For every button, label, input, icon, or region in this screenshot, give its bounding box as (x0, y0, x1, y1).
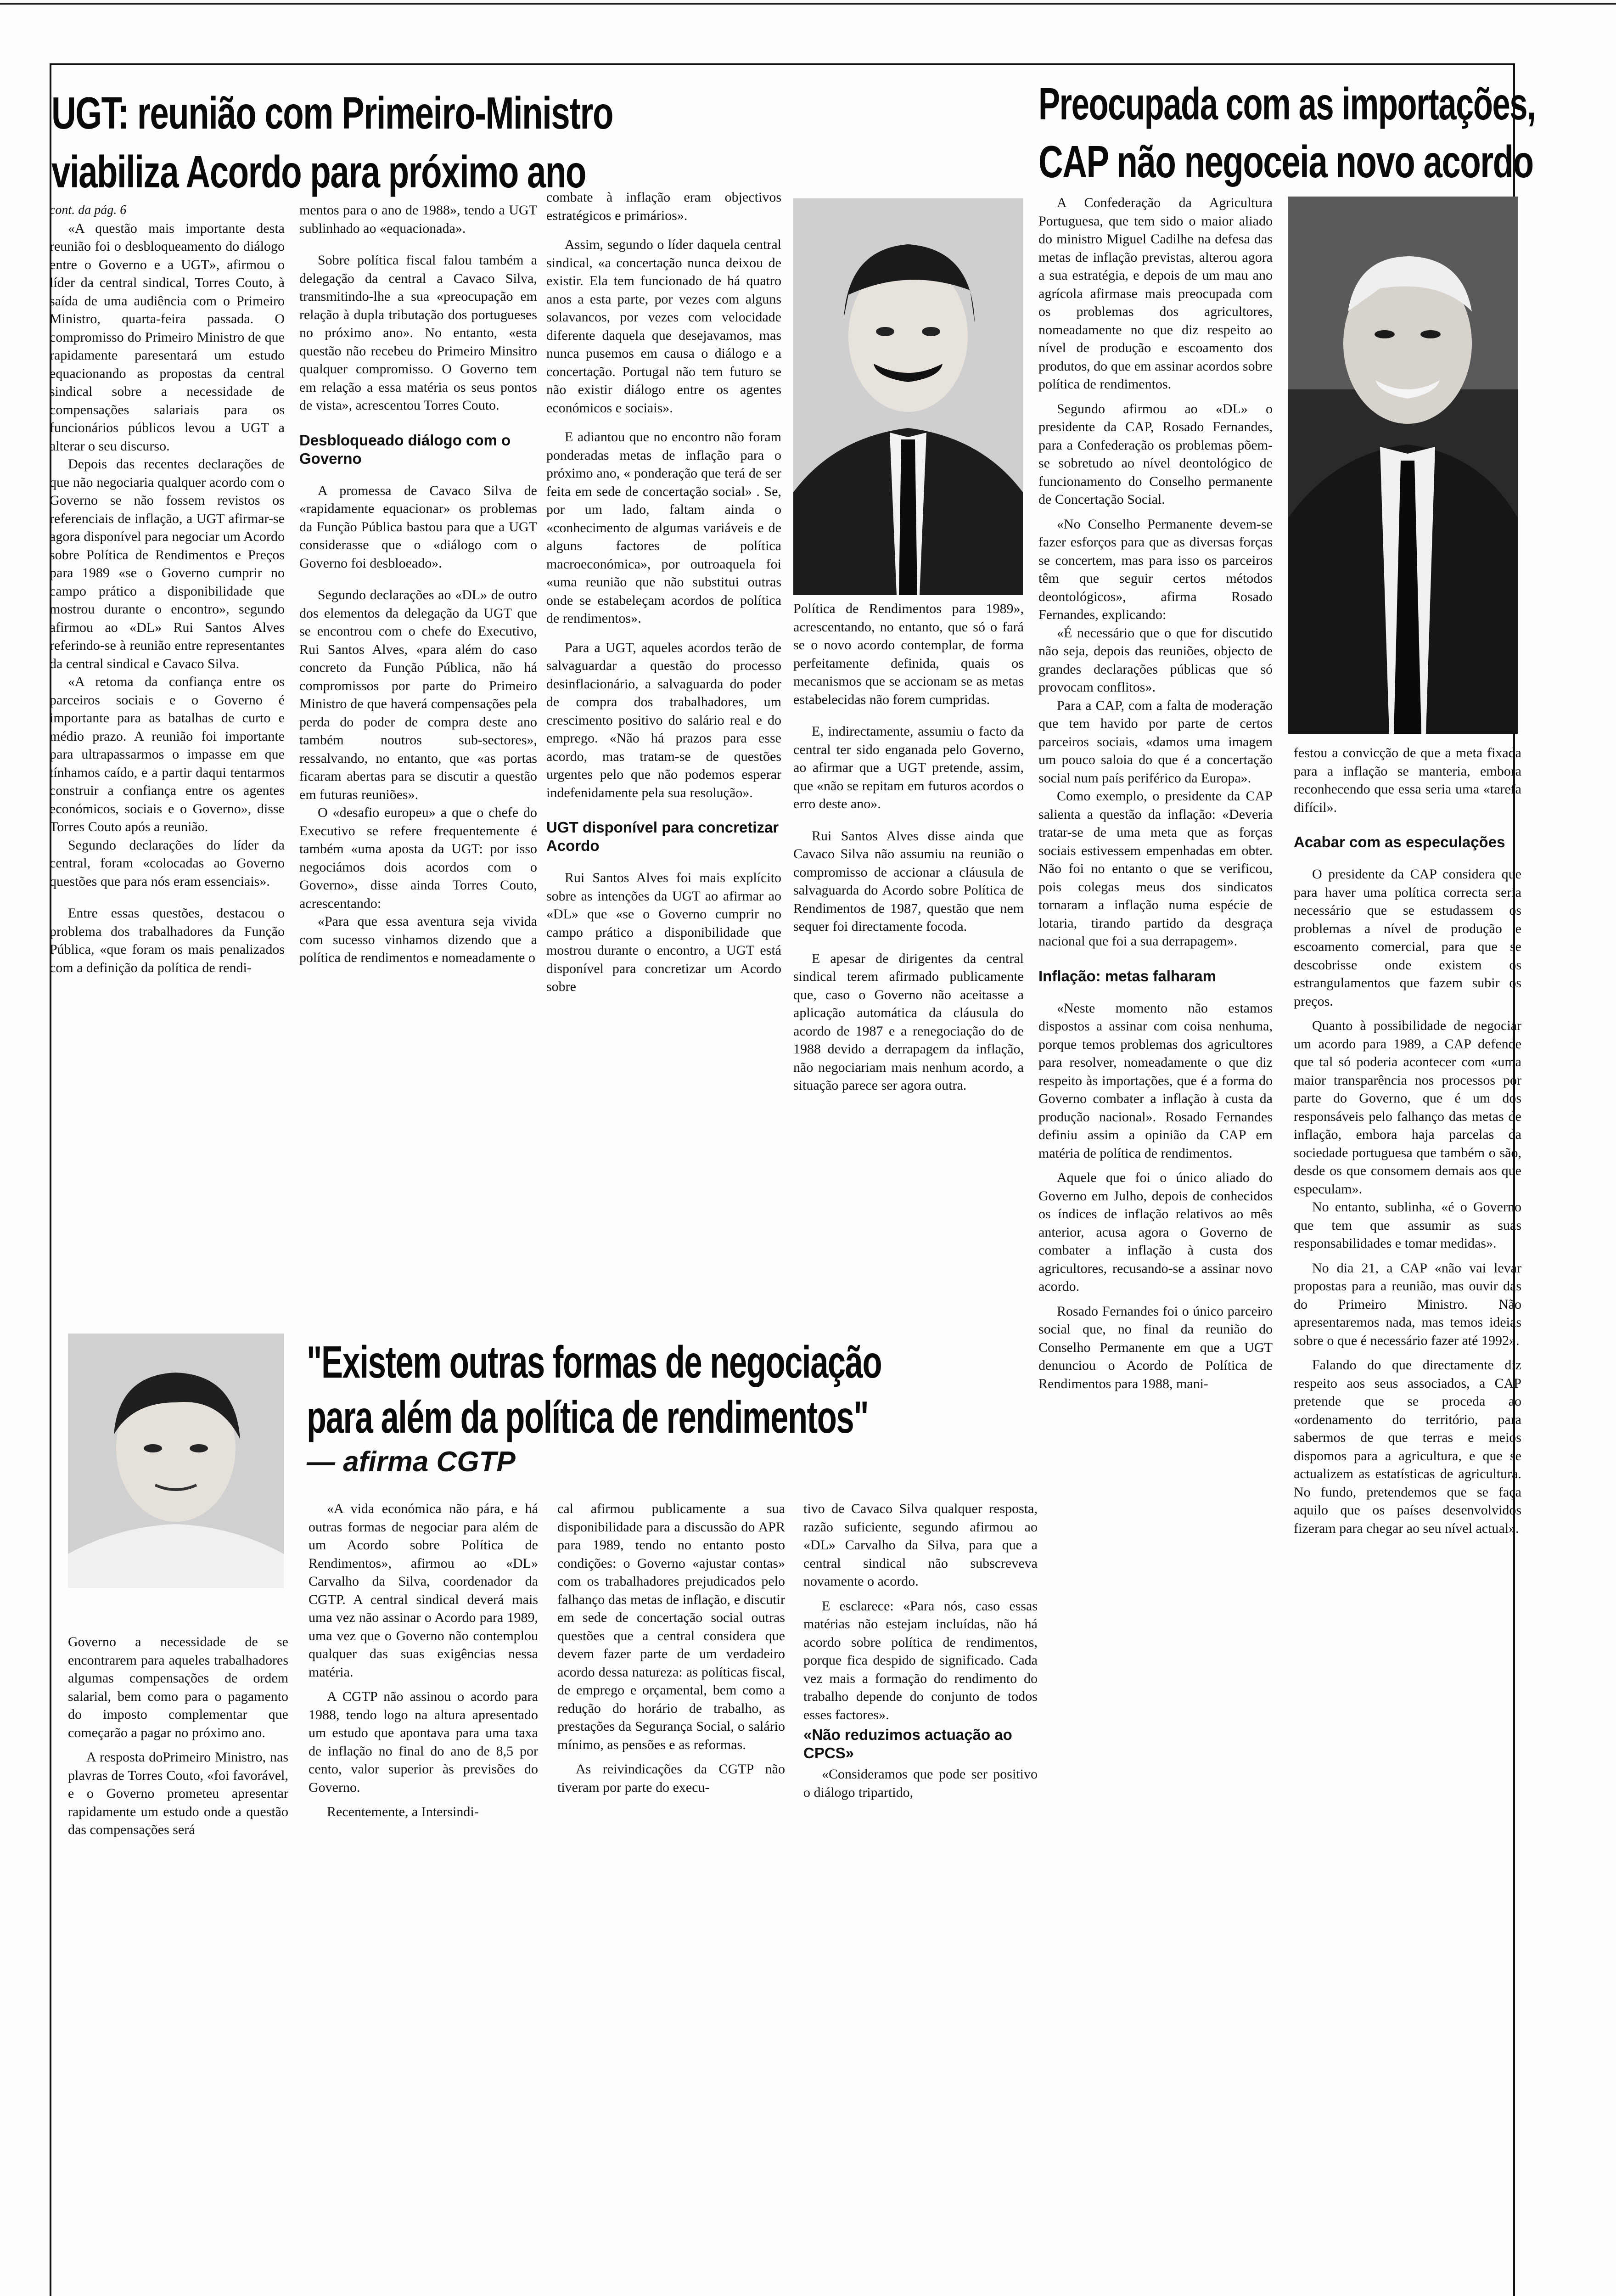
ugt-subhead-dialogo: Desbloqueado diálogo com o Governo (299, 431, 511, 467)
ugt-paragraph: A promessa de Cavaco Silva de «rapidamente equacionar» os problemas da Função Pública bastou para que a UGT considerasse que o «diálogo com o Governo foi desbloeado». (299, 483, 537, 571)
cap-headline-line1: Preocupada com as importações, (1038, 79, 1536, 129)
ugt-column-1 (50, 201, 285, 1312)
ugt-paragraph: Sobre política fiscal falou também a delegação da central a Cavaco Silva, transmitindo-lhe a sua «preocupação em relação à dupla tributação dos portugueses no próximo ano». No entanto, «esta questão não recebeu do Primeiro Minsitro qualquer compromisso. O Governo tem em relação a essa matéria os seus pontos de vista», acrescentou Torres Couto. (299, 253, 537, 413)
cap-paragraph: «É necessário que o que for discutido não seja, depois das reuniões, objecto de grandes declarações públicas que só provocam conflitos». (1038, 625, 1273, 695)
ugt-paragraph: Assim, segundo o líder daquela central sindical, «a concertação nunca deixou de existir. Ela tem funcionado de há quatro anos a esta parte, por vezes com alguns solavancos, por vezes com velocidade diferente daquela que desejavamos, mas nunca pusemos em causa o diálogo e a concertação. Portugal não tem futuro se não existir diálogo entre os agentes económicos e sociais». (546, 237, 781, 416)
cap-headline-line2: CAP não negoceia novo acordo (1038, 136, 1533, 187)
cgtp-column-3 (803, 1500, 1038, 2296)
torres-couto-photo (793, 198, 1023, 595)
cap-paragraph: No dia 21, a CAP «não vai levar propostas para a reunião, mas ouvir das do Primeiro Ministro. Não apresentaremos nada, mas temos ideias sobre o que é necessário fazer até 1992». (1294, 1260, 1521, 1348)
cap-paragraph: Falando do que directamente diz respeito aos seus associados, a CAP pretende que se proceda ao «ordenamento do território, para sabermos de que terras e meios dispomos para a agricultura, e que se actualizem as estatísticas de agricultura. No fundo, pretendemos que se faça aquilo que os países desenvolvidos fizeram para chegar ao seu nível actual». (1294, 1357, 1521, 1536)
cgtp-caption-column (68, 1633, 288, 2138)
ugt-paragraph: Política de Rendimentos para 1989», acrescentando, no entanto, que só o fará se o novo acordo contemplar, de forma perfeitamente definida, quais os mecanismos que se accionam se as metas estabelecidas não forem cumpridas. (793, 601, 1024, 707)
cgtp-paragraph: A CGTP não assinou o acordo para 1988, tendo logo na altura apresentado um estudo que apontava para uma taxa de inflação no final do ano de 8,5 por cento, valor superior às previsões do Governo. (309, 1689, 538, 1795)
ugt-paragraph: «A questão mais importante desta reunião foi o desbloqueamento do diálogo entre o Governo e a UGT», afirmou o líder da central sindical, Torres Couto, à saída de uma audiência com o Primeiro Ministro, quarta-feira passada. O compromisso do Primeiro Ministro de que rapidamente paresentará um estudo equacionando as propostas da central sindical sobre a necessidade de compensações salariais para os funcionários públicos levou a UGT a alterar o seu discurso. (50, 220, 285, 454)
cgtp-headline-line1: "Existem outras formas de negociação (307, 1337, 882, 1387)
ugt-paragraph: Segundo declarações ao «DL» de outro dos elementos da delegação da UGT que se encontrou com o chefe do Executivo, Rui Santos Alves, «para além do caso concreto da Função Pública, não há compromissos por parte do Primeiro Ministro de que haverá compensações pela perda do poder de compra deste ano também noutros sub-sectores», ressalvando, no entanto, que «as portas ficaram abertas para se discutir a questão em futuras reuniões». (299, 587, 537, 802)
cgtp-paragraph: A resposta doPrimeiro Ministro, nas plavras de Torres Couto, «foi favorável, e o Governo prometeu apresentar rapidamente um estudo onde a questão das compensações será (68, 1750, 288, 1837)
ugt-paragraph: «A retoma da confiança entre os parceiros sociais e o Governo é importante para as batalhas de curto e médio prazo. A reunião foi importante para ultrapassarmos o impasse em que tínhamos caído, e a partir daqui tentarmos construir a confiança entre os agentes económicos, sociais e o Governo», disse Torres Couto após a reunião. (50, 674, 285, 834)
cgtp-paragraph: «Consideramos que pode ser positivo o diálogo tripartido, (803, 1767, 1038, 1800)
ugt-paragraph: E apesar de dirigentes da central sindical terem afirmado publicamente que, caso o Governo não aceitasse a aplicação automática da cláusula do acordo de 1987 e a renegociação do de 1988 devido a derrapagem da inflação, não negociariam mais nenhum acordo, a situação parece ser agora outra. (793, 951, 1024, 1093)
ugt-column-3 (546, 188, 781, 1309)
cgtp-headline-line2: para além da política de rendimentos" (307, 1392, 869, 1442)
cap-paragraph: «No Conselho Permanente devem-se fazer esforços para que as diversas forças se concertem, mas para isso os parceiros têm que seguir certos métodos deontológicos», afirma Rosado Fernandes, explicando: (1038, 516, 1273, 622)
ugt-paragraph: mentos para o ano de 1988», tendo a UGT sublinhado ao «equacionada». (299, 203, 537, 236)
cap-paragraph: Como exemplo, o presidente da CAP salienta a questão da inflação: «Deveria tratar-se de uma meta que as forças sociais estivessem empenhadas em obter. Não foi no entanto o que se verificou, pois colegas meus dos sindicatos tornaram a inflação numa espécie de lotaria, tirando partido da desgraça nacional que foi a sua derrapagem». (1038, 788, 1273, 949)
ugt-paragraph: Segundo declarações do líder da central, foram «colocadas ao Governo questões que para nós eram essenciais». (50, 837, 285, 889)
cap-paragraph: festou a convicção de que a meta fixada para a inflação se manteria, embora reconhecendo que essa seria uma «tarefa difícil». (1294, 745, 1521, 815)
cap-paragraph: A Confederação da Agricultura Portuguesa, que tem sido o maior aliado do ministro Miguel Cadilhe na defesa das metas de inflação previstas, alterou agora a sua estratégia, e depois de um mau ano agrícola afirmase mais preocupada com os problemas dos agricultores, nomeadamente no que diz respeito ao nível de produção e escoamento dos produtos, do que em assinar acordos sobre política de rendimentos. (1038, 195, 1273, 392)
cap-subhead-inflacao: Inflação: metas falharam (1038, 967, 1216, 985)
cap-paragraph: Para a CAP, com a falta de moderação que tem havido por parte de certos parceiros sociais, «damos uma imagem um pouco saloia do que é a concertação social num país periférico da Europa». (1038, 698, 1273, 786)
ugt-paragraph: Rui Santos Alves disse ainda que Cavaco Silva não assumiu na reunião o compromisso de accionar a cláusula de salvaguarda do Acordo sobre Política de Rendimentos de 1987, questão que nem sequer foi directamente focoda. (793, 828, 1024, 934)
cap-paragraph: Aquele que foi o único aliado do Governo em Julho, depois de conhecidos os índices de inflação relativos ao mês anterior, acusa agora o Governo de combater a inflação à custa dos agricultores, recusando-se a assinar novo acordo. (1038, 1170, 1273, 1294)
top-rule (0, 3, 1616, 5)
ugt-headline-line1: UGT: reunião com Primeiro-Ministro (51, 88, 613, 138)
ugt-paragraph: Depois das recentes declarações de que não negociaria qualquer acordo com o Governo se não fossem revistos os referenciais de inflação, a UGT afirmar-se agora disponível para negociar um Acordo sobre Política de Rendimentos e Preços para 1989 «se o Governo cumprir no campo prático a disponibilidade que mostrou durante o encontro», segundo afirmou ao «DL» Rui Santos Alves referindo-se à reunião entre representantes da central sindical e Cavaco Silva. (50, 456, 285, 671)
ugt-paragraph: «Para que essa aventura seja vivida com sucesso vinhamos dizendo que a política de rendimentos e nomeadamente o (299, 914, 537, 965)
ugt-paragraph: Para a UGT, aqueles acordos terão de salvaguardar a questão do processo desinflacionário, a salvaguarda do poder de compra dos trabalhadores, um crescimento positivo do salário real e do emprego. «Não há prazos para esse acordo, mas tratam-se de questões urgentes pelo que não podemos esperar indefenidamente pela sua resolução». (546, 640, 781, 800)
ugt-paragraph: Rui Santos Alves foi mais explícito sobre as intenções da UGT ao afirmar ao «DL» que «se o Governo cumprir no campo prático a disponibilidade que mostrou durante o encontro, a UGT está disponível para concretizar um Acordo sobre (546, 870, 781, 994)
cgtp-byline: — afirma CGTP (307, 1446, 516, 1478)
cap-paragraph: «Neste momento não estamos dispostos a assinar com coisa nenhuma, porque temos problemas dos agricultores para resolver, nomeadamente o que diz respeito às importações, que é a forma do Governo combater a inflação à custa da produção nacional». Rosado Fernandes definiu assim a opinião da CAP em matéria de política de rendimentos. (1038, 1000, 1273, 1161)
ugt-paragraph: E adiantou que no encontro não foram ponderadas metas de inflação para o próximo ano, « ponderação que terá de ser feita em sede de concertação social» . Se, por um lado, faltam ainda o «conhecimento de algumas variáveis e de alguns factores de política macroeconómica», por outroaquela foi «uma reunião que não substitui outras onde se estabeleçam acordos de política de rendimentos». (546, 429, 781, 626)
cgtp-paragraph: cal afirmou publicamente a sua disponibilidade para a discussão do APR para 1989, tendo no entanto posto condições: o Governo «ajustar contas» com os trabalhadores prejudicados pelo falhanço das metas de inflação, e discutir em sede de concertação social outras questões que a central considera que devem fazer parte de um verdadeiro acordo dessa natureza: as políticas fiscal, de emprego e orçamental, bem como a redução do horário de trabalho, as prestações da Segurança Social, o salário mínimo, as pensões e as reformas. (557, 1501, 785, 1752)
rosado-fernandes-photo (1288, 197, 1518, 734)
ugt-paragraph: combate à inflação eram objectivos estratégicos e primários». (546, 190, 781, 223)
cgtp-column-2 (557, 1500, 785, 2296)
ugt-paragraph: E, indirectamente, assumiu o facto da central ter sido enganada pelo Governo, ao afirmar que a UGT pretende, assim, que «não se repitam em futuros acordos o erro deste ano». (793, 724, 1024, 811)
ugt-subhead-disponivel: UGT disponível para concretizar Acordo (546, 819, 779, 854)
cgtp-paragraph: Governo a necessidade de se encontrarem para aqueles trabalhadores algumas compensações de ordem salarial, bem como para o pagamento do imposto complementar que começarão a pagar no próximo ano. (68, 1634, 288, 1740)
cap-paragraph: No entanto, sublinha, «é o Governo que tem que assumir as suas responsabilidades e tomar medidas». (1294, 1199, 1521, 1251)
cap-paragraph: Segundo afirmou ao «DL» o presidente da CAP, Rosado Fernandes, para a Confederação os problemas põem-se sobretudo ao nível deontológico de funcionamento do Conselho permanente de Concertação Social. (1038, 401, 1273, 507)
cap-column-2 (1294, 744, 1521, 2296)
cap-column-1 (1038, 194, 1273, 2296)
carvalho-da-silva-photo (68, 1334, 284, 1588)
cgtp-paragraph: tivo de Cavaco Silva qualquer resposta, razão suficiente, segundo afirmou ao «DL» Carvalho da Silva, para que a central sindical não subscreveva novamente o acordo. (803, 1501, 1038, 1589)
ugt-column-2 (299, 201, 537, 1312)
cgtp-paragraph: Recentemente, a Intersindi- (327, 1804, 479, 1819)
cgtp-column-1 (309, 1500, 538, 2296)
ugt-paragraph: Entre essas questões, destacou o problema dos trabalhadores da Função Pública, «que foram os mais penalizados com a definição da política de rendi- (50, 906, 285, 975)
cap-paragraph: Quanto à possibilidade de negociar um acordo para 1989, a CAP defende que tal só poderia acontecer com «uma maior transparência nos processos por parte do Governo, que é um dos responsáveis pelo falhanço das metas de inflação, embora haja parcelas da sociedade portuguesa que também o são, desde os que consomem demais aos que especulam». (1294, 1018, 1521, 1197)
ugt-headline-line2: viabiliza Acordo para próximo ano (51, 146, 586, 197)
ugt-paragraph: O «desafio europeu» a que o chefe do Executivo se refere frequentemente é também «uma aposta da UGT: por isso negociámos dois acordos com o Governo», disse ainda Torres Couto, acrescentando: (299, 805, 537, 911)
cgtp-subhead-cpcs: «Não reduzimos actuação ao CPCS» (803, 1726, 1012, 1761)
cap-subhead-especulacoes: Acabar com as especulações (1294, 833, 1505, 850)
cap-paragraph: O presidente da CAP considera que para haver uma política correcta seria necessário que se estudassem os problemas a nível de produção e escoamento comercial, para que se descobrisse onde existem os estrangulamentos que fazem subir os preços. (1294, 867, 1521, 1009)
cgtp-paragraph: E esclarece: «Para nós, caso essas matérias não estejam incluídas, não há acordo sobre política de rendimentos, porque fica despido de significado. Cada vez mais a formação do rendimento do trabalho depende do conjunto de todos esses factores». (803, 1598, 1038, 1722)
cont-from-label: cont. da pág. 6 (50, 203, 127, 217)
cap-paragraph: Rosado Fernandes foi o único parceiro social que, no final da reunião do Conselho Permanente em que a UGT denunciou o Acordo de Política de Rendimentos para 1988, mani- (1038, 1303, 1273, 1391)
cgtp-paragraph: «A vida económica não pára, e há outras formas de negociar para além de um Acordo sobre Política de Rendimentos», afirmou ao «DL» Carvalho da Silva, coordenador da CGTP. A central sindical deverá mais uma vez não assinar o Acordo para 1989, uma vez que o Governo não contemplou qualquer das suas exigências nessa matéria. (309, 1501, 538, 1680)
ugt-column-4 (793, 600, 1024, 1316)
cgtp-paragraph: As reivindicações da CGTP não tiveram por parte do execu- (557, 1761, 785, 1795)
